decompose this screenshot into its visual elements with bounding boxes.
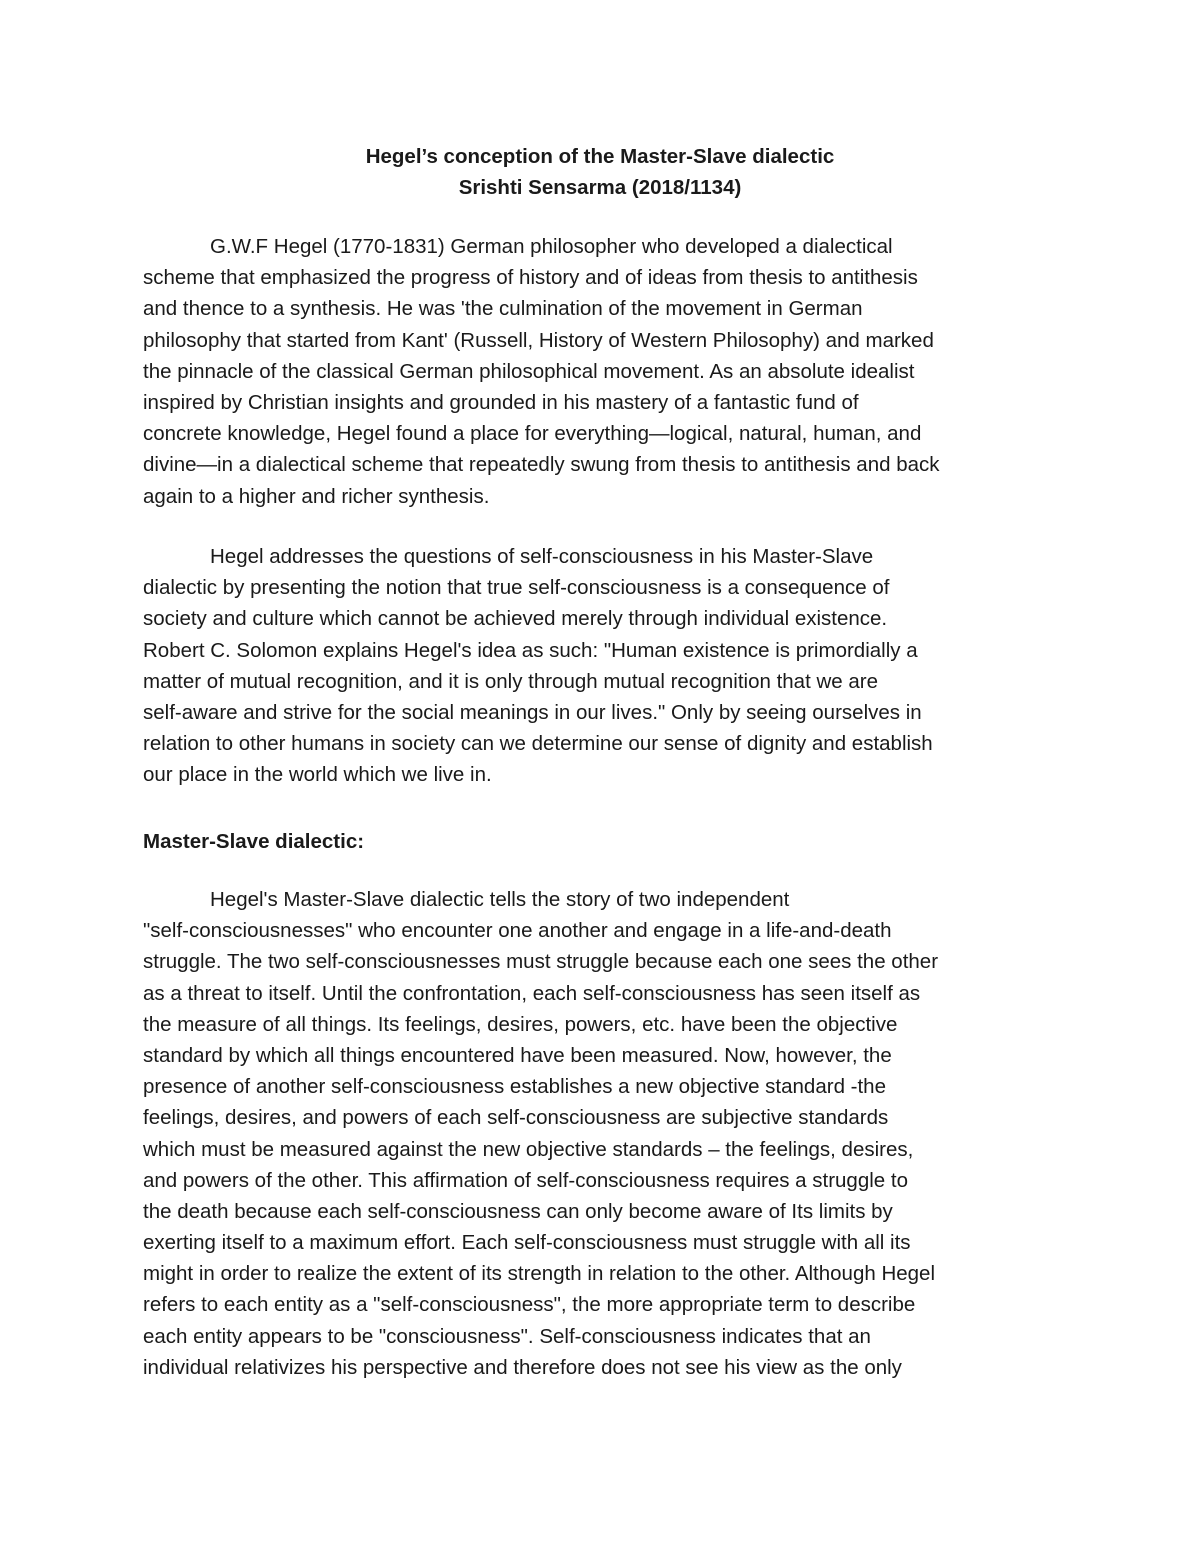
paragraph-1 <box>143 231 1073 512</box>
paragraph-line: individual relativizes his perspective and therefore does not see his view as the only <box>143 1355 902 1379</box>
paragraph-line: feelings, desires, and powers of each self-consciousness are subjective standards <box>143 1106 889 1130</box>
paragraph-line: each entity appears to be "consciousness". Self-consciousness indicates that an <box>143 1324 871 1348</box>
paragraph-line: Hegel's Master-Slave dialectic tells the story of two independent <box>210 888 790 911</box>
paragraph-line: refers to each entity as a "self-consciousness", the more appropriate term to describe <box>143 1293 916 1317</box>
paragraph-line: the death because each self-consciousness can only become aware of Its limits by <box>143 1199 893 1223</box>
paragraph-line: standard by which all things encountered have been measured. Now, however, the <box>143 1043 892 1067</box>
paragraph-line: self-aware and strive for the social meanings in our lives." Only by seeing ourselves in <box>143 700 922 724</box>
paragraph-line: which must be measured against the new objective standards – the feelings, desires, <box>143 1137 914 1161</box>
document-author: Srishti Sensarma (2018/1134) <box>458 176 742 199</box>
paragraph-line: dialectic by presenting the notion that true self-consciousness is a consequence of <box>143 576 890 600</box>
paragraph-line: again to a higher and richer synthesis. <box>143 484 490 508</box>
paragraph-line: concrete knowledge, Hegel found a place for everything—logical, natural, human, and <box>143 422 922 446</box>
paragraph-line: "self-consciousnesses" who encounter one another and engage in a life-and-death <box>143 919 892 943</box>
paragraph-line: exerting itself to a maximum effort. Each self-consciousness must struggle with all its <box>143 1231 911 1255</box>
paragraph-line: philosophy that started from Kant' (Russell, History of Western Philosophy) and marked <box>143 328 934 352</box>
paragraph-line: society and culture which cannot be achieved merely through individual existence. <box>143 607 888 631</box>
paragraph-line: the measure of all things. Its feelings, desires, powers, etc. have been the objective <box>143 1012 898 1036</box>
paragraph-line: scheme that emphasized the progress of history and of ideas from thesis to antithesis <box>143 266 918 290</box>
paragraph-line: G.W.F Hegel (1770-1831) German philosopher who developed a dialectical <box>210 235 893 258</box>
paragraph-line: divine—in a dialectical scheme that repeatedly swung from thesis to antithesis and back <box>143 453 940 477</box>
section-heading: Master-Slave dialectic: <box>143 830 365 853</box>
paragraph-line: and powers of the other. This affirmation of self-consciousness requires a struggle to <box>143 1168 908 1192</box>
paragraph-line: Hegel addresses the questions of self-consciousness in his Master-Slave <box>210 545 874 568</box>
paragraph-line: relation to other humans in society can we determine our sense of dignity and establish <box>143 732 933 756</box>
paragraph-line: might in order to realize the extent of its strength in relation to the other. Although Hegel <box>143 1262 936 1286</box>
paragraph-line: presence of another self-consciousness establishes a new objective standard -the <box>143 1075 886 1099</box>
document-title: Hegel’s conception of the Master-Slave dialectic <box>365 145 835 168</box>
paragraph-line: Robert C. Solomon explains Hegel's idea as such: "Human existence is primordially a <box>143 638 918 662</box>
paragraph-line: the pinnacle of the classical German philosophical movement. As an absolute idealist <box>143 359 915 383</box>
paragraph-line: inspired by Christian insights and grounded in his mastery of a fantastic fund of <box>143 390 859 414</box>
title-block <box>0 141 1200 203</box>
paragraph-line: struggle. The two self-consciousnesses must struggle because each one sees the other <box>143 950 939 974</box>
paragraph-line: our place in the world which we live in. <box>143 763 492 787</box>
paragraph-line: as a threat to itself. Until the confrontation, each self-consciousness has seen itself as <box>143 981 921 1005</box>
paragraph-line: and thence to a synthesis. He was 'the culmination of the movement in German <box>143 297 863 321</box>
paragraph-3 <box>143 884 1073 1383</box>
paragraph-2 <box>143 541 1073 791</box>
paragraph-line: matter of mutual recognition, and it is only through mutual recognition that we are <box>143 669 878 693</box>
